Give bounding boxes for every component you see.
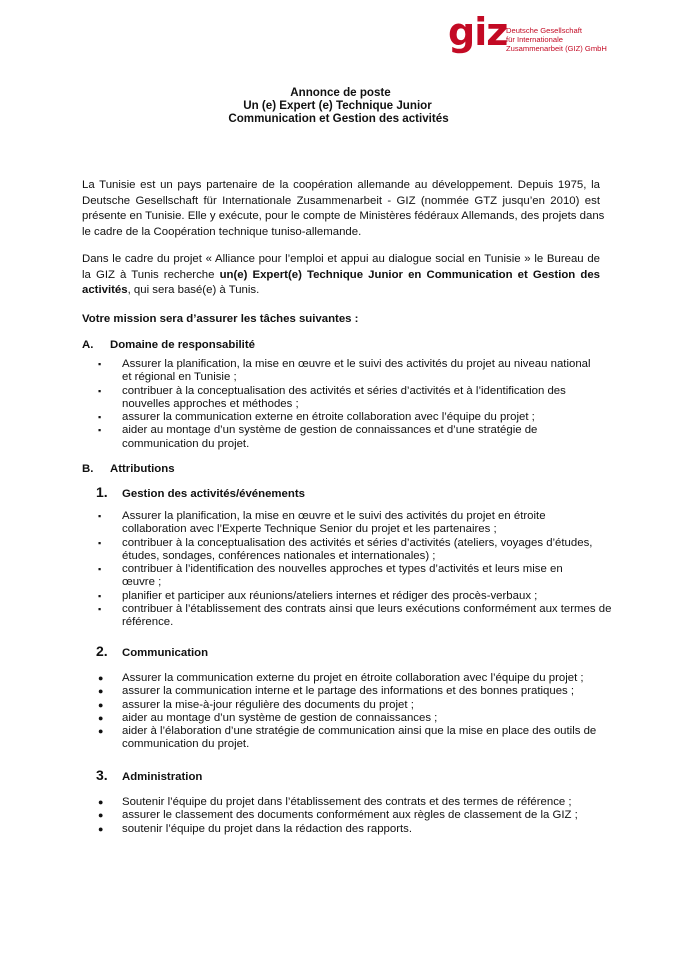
- list-item: [98, 411, 591, 424]
- square-bullet-icon: ▪: [98, 604, 102, 615]
- list-item-line: planifier et participer aux réunions/ateliers internes et rédiger des procès-verbaux ;: [122, 589, 538, 602]
- list-item-line: assurer le classement des documents conformément aux règles de classement de la GIZ ;: [122, 809, 578, 822]
- paragraph-line: le cadre de la Coopération technique tuniso-allemande.: [82, 225, 362, 238]
- list-item-line: Assurer la planification, la mise en œuvre et le suivi des activités du projet au niveau national: [122, 358, 591, 370]
- list-item-line: contribuer à l’établissement des contrats ainsi que leurs exécutions conformément aux termes de: [122, 603, 612, 616]
- list-item: [98, 685, 596, 698]
- list-item: [98, 712, 596, 725]
- mission-heading: Votre mission sera d’assurer les tâches suivantes :: [82, 313, 359, 325]
- paragraph-text: , qui sera basé(e) à Tunis.: [127, 284, 260, 297]
- list-item: [98, 603, 611, 630]
- dot-bullet-icon: ●: [98, 823, 104, 834]
- list-item-line: œuvre ;: [122, 576, 162, 589]
- square-bullet-icon: ▪: [98, 564, 102, 575]
- giz-logo-text: [506, 26, 607, 53]
- list-item: [98, 590, 611, 603]
- list-item: [98, 358, 591, 385]
- giz-logo-mark: giz: [448, 10, 508, 54]
- list-item-line: aider au montage d’un système de gestion de connaissances et d’une stratégie de: [122, 424, 538, 437]
- list-item: [98, 537, 611, 564]
- list-item-line: aider à l’élaboration d’une stratégie de communication ainsi que la mise en place des outils de: [122, 725, 597, 738]
- dot-bullet-icon: ●: [98, 810, 104, 821]
- list-item-line: soutenir l’équipe du projet dans la rédaction des rapports.: [122, 822, 413, 835]
- list-item-line: communication du projet.: [122, 437, 250, 450]
- subsection-heading: [96, 767, 202, 783]
- paragraph-line: Deutsche Gesellschaft für Internationale Zusammenarbeit - GIZ (nommée GTZ jusqu’en 2010) est: [82, 194, 600, 207]
- list-item-line: communication du projet.: [122, 738, 250, 751]
- dot-bullet-icon: ●: [98, 673, 104, 683]
- paragraph-line: [82, 283, 600, 299]
- section-letter: B.: [82, 463, 94, 475]
- square-bullet-icon: ▪: [98, 511, 102, 521]
- subsection-number: 3.: [96, 767, 108, 783]
- list-item: [98, 809, 578, 822]
- section-a-list: [98, 358, 591, 451]
- paragraph-line: Dans le cadre du projet « Alliance pour l’emploi et appui au dialogue social en Tunisie » le Bureau de: [82, 253, 600, 265]
- list-item: [98, 385, 591, 412]
- logo-line: Deutsche Gesellschaft: [506, 26, 582, 35]
- section-a-heading: [82, 338, 255, 352]
- subsection-heading: [96, 643, 208, 659]
- administration-list: [98, 796, 578, 836]
- list-item-line: assurer la mise-à-jour régulière des documents du projet ;: [122, 698, 414, 711]
- list-item-line: aider au montage d’un système de gestion de connaissances ;: [122, 711, 438, 724]
- list-item: [98, 699, 596, 712]
- dot-bullet-icon: ●: [98, 797, 104, 807]
- list-item-line: études, sondages, conférences nationales et internationales) ;: [122, 549, 436, 562]
- subsection-number: 1.: [96, 484, 108, 500]
- square-bullet-icon: ▪: [98, 359, 102, 369]
- activities-list: [98, 510, 611, 630]
- paragraph-line: [82, 268, 600, 284]
- project-paragraph: [82, 252, 600, 299]
- list-item: [98, 725, 596, 752]
- subsection-number: 2.: [96, 643, 108, 659]
- dot-bullet-icon: ●: [98, 686, 104, 697]
- list-item-line: référence.: [122, 616, 174, 629]
- title-line: Un (e) Expert (e) Technique Junior: [243, 99, 432, 112]
- paragraph-text: la GIZ à Tunis recherche: [82, 268, 220, 281]
- subsection-heading: [96, 484, 305, 500]
- list-item-line: contribuer à la conceptualisation des activités et séries d’activités (ateliers, voyages d’études,: [122, 536, 593, 549]
- subsection-title: Communication: [122, 647, 209, 659]
- logo-line: für Internationale: [506, 35, 563, 44]
- intro-paragraph: [82, 178, 605, 240]
- paragraph-line: La Tunisie est un pays partenaire de la coopération allemande au développement. Depuis 1975, la: [82, 179, 600, 191]
- list-item-line: contribuer à l’identification des nouvelles approches et types d’activités et leurs mise en: [122, 563, 563, 576]
- list-item: [98, 672, 596, 685]
- dot-bullet-icon: ●: [98, 699, 104, 710]
- section-title: Domaine de responsabilité: [110, 339, 255, 351]
- list-item-line: nouvelles approches et méthodes ;: [122, 397, 299, 410]
- list-item: [98, 796, 578, 809]
- list-item: [98, 823, 578, 836]
- position-title-bold: un(e) Expert(e) Technique Junior en Communication et Gestion des: [219, 268, 600, 281]
- subsection-title: Administration: [122, 771, 203, 783]
- giz-logo: [448, 10, 664, 60]
- list-item: [98, 424, 591, 451]
- square-bullet-icon: ▪: [98, 590, 102, 601]
- position-title-bold: activités: [82, 284, 128, 297]
- list-item-line: assurer la communication externe en étroite collaboration avec l’équipe du projet ;: [122, 411, 535, 424]
- square-bullet-icon: ▪: [98, 425, 102, 436]
- communication-list: [98, 672, 596, 752]
- list-item-line: et régional en Tunisie ;: [122, 371, 237, 384]
- list-item-line: Assurer la planification, la mise en œuvre et le suivi des activités du projet en étroite: [122, 510, 546, 522]
- square-bullet-icon: ▪: [98, 412, 102, 423]
- list-item: [98, 510, 611, 537]
- list-item-line: assurer la communication interne et le partage des informations et des bonnes pratiques ;: [122, 685, 575, 698]
- square-bullet-icon: ▪: [98, 385, 102, 396]
- job-title-block: [0, 86, 679, 125]
- title-line: Annonce de poste: [290, 86, 391, 99]
- list-item-line: contribuer à la conceptualisation des activités et séries d’activités et à l’identification des: [122, 384, 566, 397]
- list-item: [98, 563, 611, 590]
- list-item-line: collaboration avec l’Experte Technique Senior du projet et les partenaires ;: [122, 523, 497, 536]
- section-title: Attributions: [110, 463, 175, 475]
- dot-bullet-icon: ●: [98, 712, 104, 723]
- dot-bullet-icon: ●: [98, 726, 104, 737]
- title-line: Communication et Gestion des activités: [228, 112, 449, 125]
- list-item-line: Assurer la communication externe du projet en étroite collaboration avec l’équipe du projet ;: [122, 672, 584, 684]
- section-b-heading: [82, 462, 175, 476]
- section-letter: A.: [82, 339, 94, 351]
- square-bullet-icon: ▪: [98, 537, 102, 548]
- logo-line: Zusammenarbeit (GIZ) GmbH: [506, 44, 607, 53]
- subsection-title: Gestion des activités/événements: [122, 488, 305, 500]
- list-item-line: Soutenir l’équipe du projet dans l’établissement des contrats et des termes de référence ;: [122, 796, 572, 808]
- paragraph-line: présente en Tunisie. Elle y exécute, pour le compte de Ministères fédéraux Allemands, des projets dans: [82, 210, 605, 223]
